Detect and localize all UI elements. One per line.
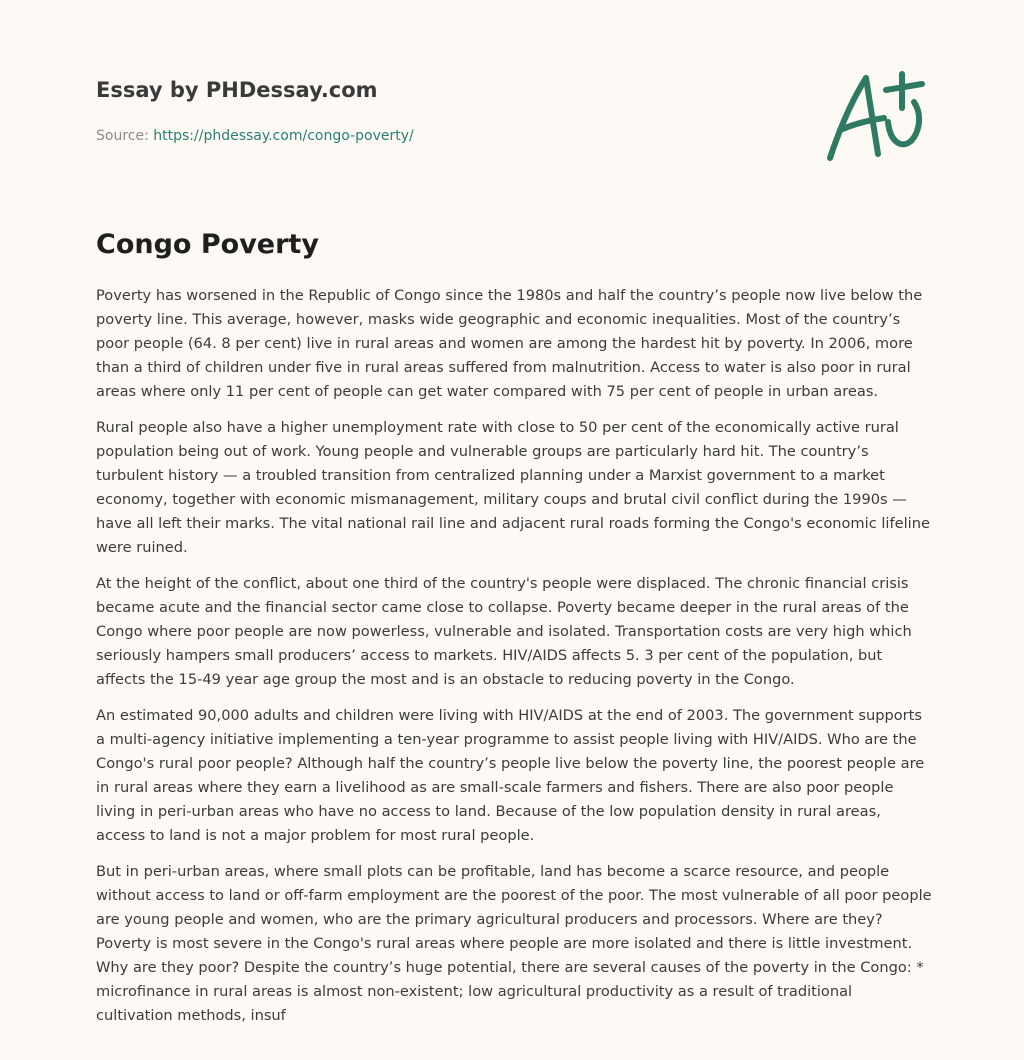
paragraph: Poverty has worsened in the Republic of Congo since the 1980s and half the country’s people now live below the poverty line. This average, however, masks wide geographic and economic inequalities. Most of the country’s poor people (64. 8 per cent) live in rural areas and women are among the hardest hit by poverty. In 2006, more than a third of children under five in rural areas suffered from malnutrition. Access to water is also poor in rural areas where only 11 per cent of people can get water compared with 75 per cent of people in urban areas. [96, 287, 923, 400]
paragraph: An estimated 90,000 adults and children were living with HIV/AIDS at the end of 2003. The government supports a multi-agency initiative implementing a ten-year programme to assist people living with HIV/AIDS. Who are the Congo's rural poor people? Although half the country’s people live below the poverty line, the poorest people are in rural areas where they earn a livelihood as are small-scale farmers and fishers. There are also poor people living in peri-urban areas who have no access to land. Because of the low population density in rural areas, access to land is not a major problem for most rural people. [96, 707, 925, 844]
source-label: Source: [96, 128, 154, 144]
paragraph: But in peri-urban areas, where small plots can be profitable, land has become a scarce resource, and people without access to land or off-farm employment are the poorest of the poor. The most vulnerable of all poor people are young people and women, who are the primary agricultural producers and processors. Where are they? Poverty is most severe in the Congo's rural areas where people are more isolated and there is little investment. Why are they poor? Despite the country’s huge potential, there are several causes of the poverty in the Congo: * microfinance in rural areas is almost non-existent; low agricultural productivity as a result of traditional cultivation methods, insuf [96, 863, 932, 1024]
article-title: Congo Poverty [96, 229, 319, 260]
a-plus-grade-icon [818, 64, 930, 168]
page-header [96, 76, 796, 146]
paragraph: Rural people also have a higher unemployment rate with close to 50 per cent of the economically active rural population being out of work. Young people and vulnerable groups are particularly hard hit. The country’s turbulent history — a troubled transition from centralized planning under a Marxist government to a market economy, together with economic mismanagement, military coups and brutal civil conflict during the 1990s — have all left their marks. The vital national rail line and adjacent rural roads forming the Congo's economic lifeline were ruined. [96, 419, 930, 556]
site-brand: Essay by PHDessay.com [96, 78, 378, 102]
article-body [96, 284, 932, 1040]
source-link[interactable]: https://phdessay.com/congo-poverty/ [153, 128, 414, 144]
source-line [96, 126, 796, 146]
paragraph: At the height of the conflict, about one third of the country's people were displaced. The chronic financial crisis became acute and the financial sector came close to collapse. Poverty became deeper in the rural areas of the Congo where poor people are now powerless, vulnerable and isolated. Transportation costs are very high which seriously hampers small producers’ access to markets. HIV/AIDS affects 5. 3 per cent of the population, but affects the 15-49 year age group the most and is an obstacle to reducing poverty in the Congo. [96, 575, 912, 688]
